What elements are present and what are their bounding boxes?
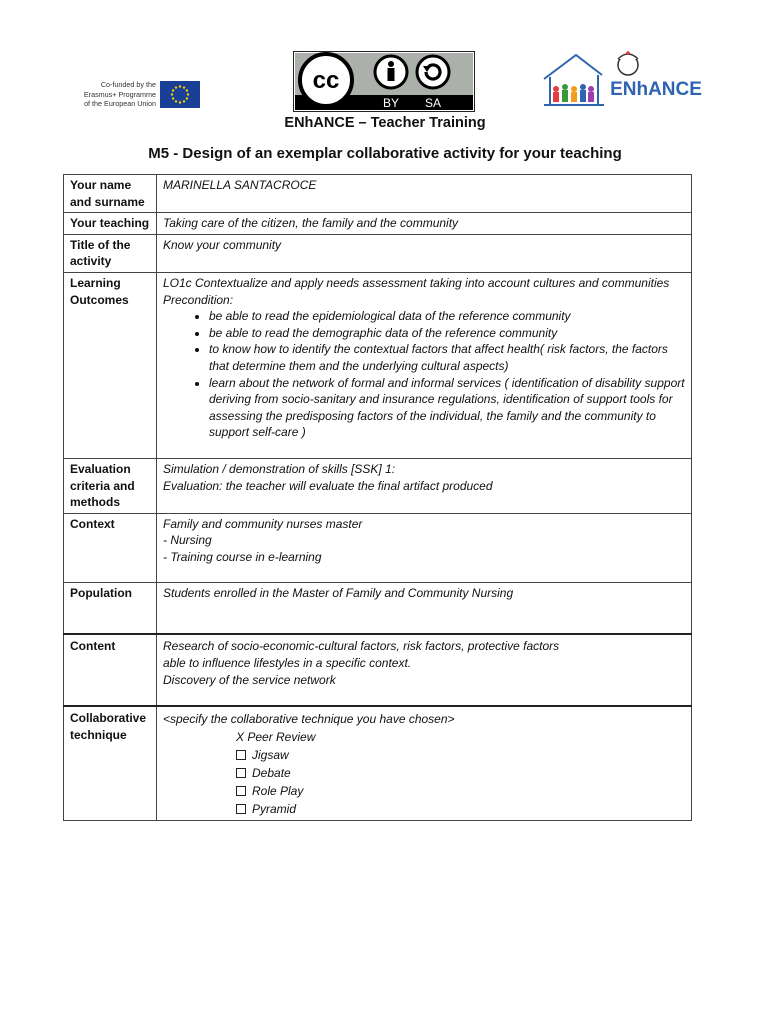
option-label: Jigsaw <box>252 748 289 763</box>
option-label: Pyramid <box>252 802 297 817</box>
value-evaluation <box>157 458 692 513</box>
value-collaborative <box>157 706 692 821</box>
option-label: Debate <box>252 766 291 781</box>
outcomes-intro: LO1c Contextualize and apply needs assessment taking into account cultures and communities <box>163 275 670 290</box>
eu-line-2: Erasmus+ Programme <box>83 89 156 99</box>
list-item: • be able to read the demographic data of the reference community <box>209 325 686 342</box>
table-row-title <box>64 234 692 272</box>
option-pyramid[interactable] <box>163 800 686 818</box>
table-row-outcomes <box>64 272 692 458</box>
label-evaluation: Evaluation criteria and methods <box>64 458 157 513</box>
erasmus-cofunded-logo <box>76 79 200 111</box>
table-row-population <box>64 583 692 635</box>
cc-text: cc <box>312 67 340 94</box>
precondition-list <box>163 308 686 441</box>
eu-logo-text <box>76 80 156 109</box>
content-line: able to influence lifestyles in a specific context. <box>163 656 412 671</box>
document-subtitle: M5 - Design of an exemplar collaborative activity for your teaching <box>148 145 622 162</box>
option-selected-peer-review: X Peer Review <box>236 730 316 745</box>
cc-by-text: BY <box>382 96 400 110</box>
context-line: Family and community nurses master <box>163 516 363 531</box>
document-title: ENhANCE – Teacher Training <box>284 115 486 131</box>
checkbox-icon[interactable] <box>236 768 246 778</box>
label-outcomes: Learning Outcomes <box>64 272 157 458</box>
value-content <box>157 634 692 706</box>
content-line: Discovery of the service network <box>163 672 336 687</box>
value-context <box>157 513 692 583</box>
option-role-play[interactable] <box>163 782 686 800</box>
table-row-teaching <box>64 213 692 235</box>
eu-line-1: Co-funded by the <box>100 80 156 89</box>
cc-by-sa-license-logo <box>293 51 475 112</box>
value-name: MARINELLA SANTACROCE <box>157 175 692 213</box>
list-item: • be able to read the epidemiological data of the reference community <box>209 308 686 325</box>
checkbox-icon[interactable] <box>236 804 246 814</box>
activity-design-table <box>63 174 692 821</box>
context-line: - Nursing <box>163 533 212 548</box>
enhance-project-logo <box>540 45 702 111</box>
table-row-evaluation <box>64 458 692 513</box>
value-teaching: Taking care of the citizen, the family and the community <box>157 213 692 235</box>
outcomes-precondition: Precondition: <box>163 292 234 307</box>
label-context: Context <box>64 513 157 583</box>
label-content: Content <box>64 634 157 706</box>
label-population: Population <box>64 583 157 635</box>
enhance-logo-text: ENhANCE <box>610 79 702 100</box>
table-row-name <box>64 175 692 213</box>
list-item: • learn about the network of formal and informal services ( identification of disability support deriving from socio-sanitary and insurance regulations, identification of support tools for assessing the predisposing factors of the individual, the family and the community to support self-care ) <box>209 375 686 441</box>
table-row-collaborative <box>64 706 692 821</box>
evaluation-line: Simulation / demonstration of skills [SSK] 1: <box>163 461 396 476</box>
eu-flag-icon <box>160 81 200 108</box>
table-row-content <box>64 634 692 706</box>
eu-line-3: of the European Union <box>84 99 156 109</box>
cc-sa-text: SA <box>424 96 442 110</box>
checkbox-icon[interactable] <box>236 750 246 760</box>
label-collaborative: Collaborative technique <box>64 706 157 821</box>
label-title: Title of the activity <box>64 234 157 272</box>
evaluation-line: Evaluation: the teacher will evaluate the final artifact produced <box>163 478 493 493</box>
option-jigsaw[interactable] <box>163 746 686 764</box>
option-label: Role Play <box>252 784 304 799</box>
value-outcomes <box>157 272 692 458</box>
label-name: Your name and surname <box>64 175 157 213</box>
checkbox-icon[interactable] <box>236 786 246 796</box>
value-population: Students enrolled in the Master of Family and Community Nursing <box>157 583 692 635</box>
context-line: - Training course in e-learning <box>163 549 322 564</box>
table-row-context <box>64 513 692 583</box>
collaborative-prompt: <specify the collaborative technique you have chosen> <box>163 712 455 727</box>
list-item: • to know how to identify the contextual factors that affect health( risk factors, the factors that determine them and the underlying cultural aspects) <box>209 341 686 374</box>
option-debate[interactable] <box>163 764 686 782</box>
label-teaching: Your teaching <box>64 213 157 235</box>
content-line: Research of socio-economic-cultural factors, risk factors, protective factors <box>163 639 560 654</box>
value-title: Know your community <box>157 234 692 272</box>
